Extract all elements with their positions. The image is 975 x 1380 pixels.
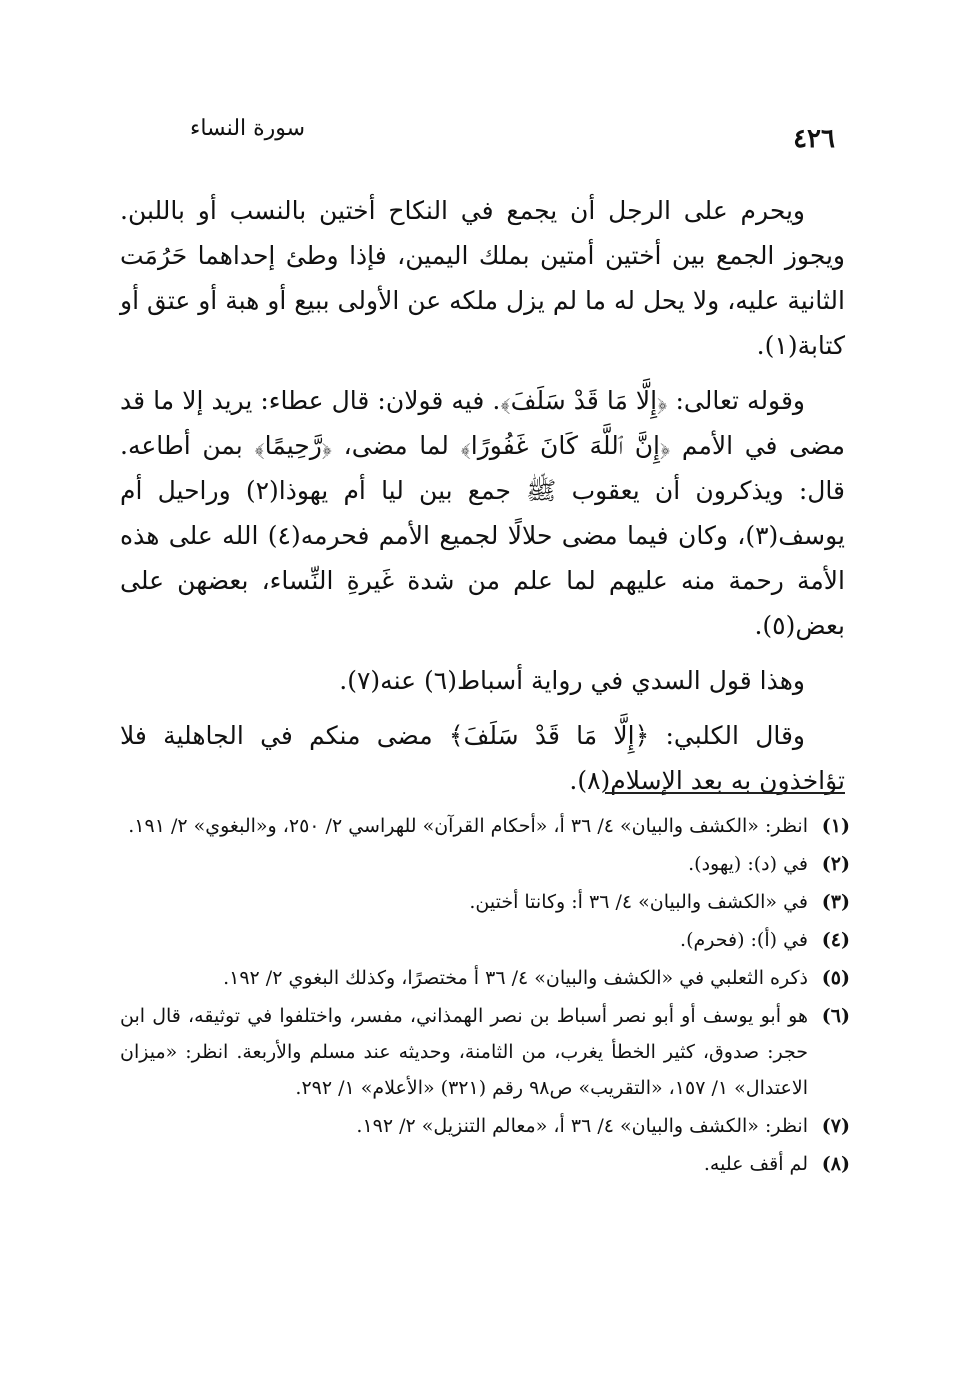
paragraph: وقال الكلبي: ﴿إِلَّا مَا قَدْ سَلَفَ﴾ مضى منكم في الجاهلية فلا تؤاخذون به بعد الإسلام(٨). <box>120 721 845 795</box>
main-text <box>120 188 845 813</box>
running-title: سورة النساء <box>190 116 306 141</box>
paragraph: وقوله تعالى: ﴿إِلَّا مَا قَدْ سَلَفَ﴾. فيه قولان: قال عطاء: يريد إلا ما قد مضى في الأمم ﴿إِنَّ ٱللَّهَ كَانَ غَفُورًا﴾ لما مضى، ﴿رَّحِيمًا﴾ بمن أطاعه. قال: ويذكرون أن يعقوب ﷺ جمع بين ليا أم يهوذا(٢) وراحيل أم يوسف(٣)، وكان فيما مضى حلالًا لجميع الأمم فحرمه(٤) الله على هذه الأمة رحمة منه عليهم لما علم من شدة غَيرةِ النِّساء، بعضهن على بعض(٥). <box>120 386 845 640</box>
footnote-separator <box>605 792 845 794</box>
footnote-text: ذكره الثعلبي في «الكشف والبيان» ٤/ ٣٦ أ مختصرًا، وكذلك البغوي ٢/ ١٩٢. <box>223 967 808 989</box>
footnote <box>120 846 850 882</box>
footnote-text: في (د): (يهود). <box>688 853 808 875</box>
footnote-number: (٥) <box>821 967 850 989</box>
footnote-number: (٧) <box>821 1115 850 1137</box>
footnote-text: هو أبو يوسف أو أبو نصر أسباط بن نصر الهمذاني، مفسر، واختلفوا في توثيقه، قال ابن حجر: صدوق، كثير الخطأ يغرب، من الثامنة، وحديثه عند مسلم والأربعة. انظر: «ميزان الاعتدال» ١/ ١٥٧، «التقريب» ص٩٨ رقم (٣٢١) «الأعلام» ١/ ٢٩٢. <box>120 1005 808 1099</box>
footnote-text: انظر: «الكشف والبيان» ٤/ ٣٦ أ، «أحكام القرآن» للهراسي ٢/ ٢٥٠، و«البغوي» ٢/ ١٩١. <box>128 815 808 837</box>
footnote <box>120 998 850 1106</box>
footnote-number: (٨) <box>821 1153 850 1175</box>
footnote <box>120 1108 850 1144</box>
paragraph: وهذا قول السدي في رواية أسباط(٦) عنه(٧). <box>339 666 805 695</box>
footnote <box>120 884 850 920</box>
footnote-text: في (أ): (فحرم). <box>680 929 808 951</box>
footnote <box>120 922 850 958</box>
footnote <box>120 808 850 844</box>
footnote-text: في «الكشف والبيان» ٤/ ٣٦ أ: وكانتا أختين. <box>469 891 808 913</box>
footnote-text: لم أقف عليه. <box>703 1153 808 1175</box>
footnote <box>120 960 850 996</box>
page-number: ٤٢٦ <box>793 124 835 154</box>
footnote-number: (٤) <box>821 929 850 951</box>
footnote-text: انظر: «الكشف والبيان» ٤/ ٣٦ أ، «معالم التنزيل» ٢/ ١٩٢. <box>356 1115 808 1137</box>
footnote-number: (٢) <box>821 853 850 875</box>
paragraph: ويحرم على الرجل أن يجمع في النكاح أختين بالنسب أو باللبن. ويجوز الجمع بين أختين أمتين بملك اليمين، فإذا وطئ إحداهما حَرُمَت الثانية عليه، ولا يحل له ما لم يزل ملكه عن الأولى ببيع أو هبة أو عتق أو كتابة(١). <box>120 196 845 360</box>
footnotes <box>120 808 850 1184</box>
footnote <box>120 1146 850 1182</box>
footnote-number: (٣) <box>821 891 850 913</box>
footnote-number: (٦) <box>821 1005 850 1027</box>
footnote-number: (١) <box>821 815 850 837</box>
page-header <box>120 116 855 166</box>
